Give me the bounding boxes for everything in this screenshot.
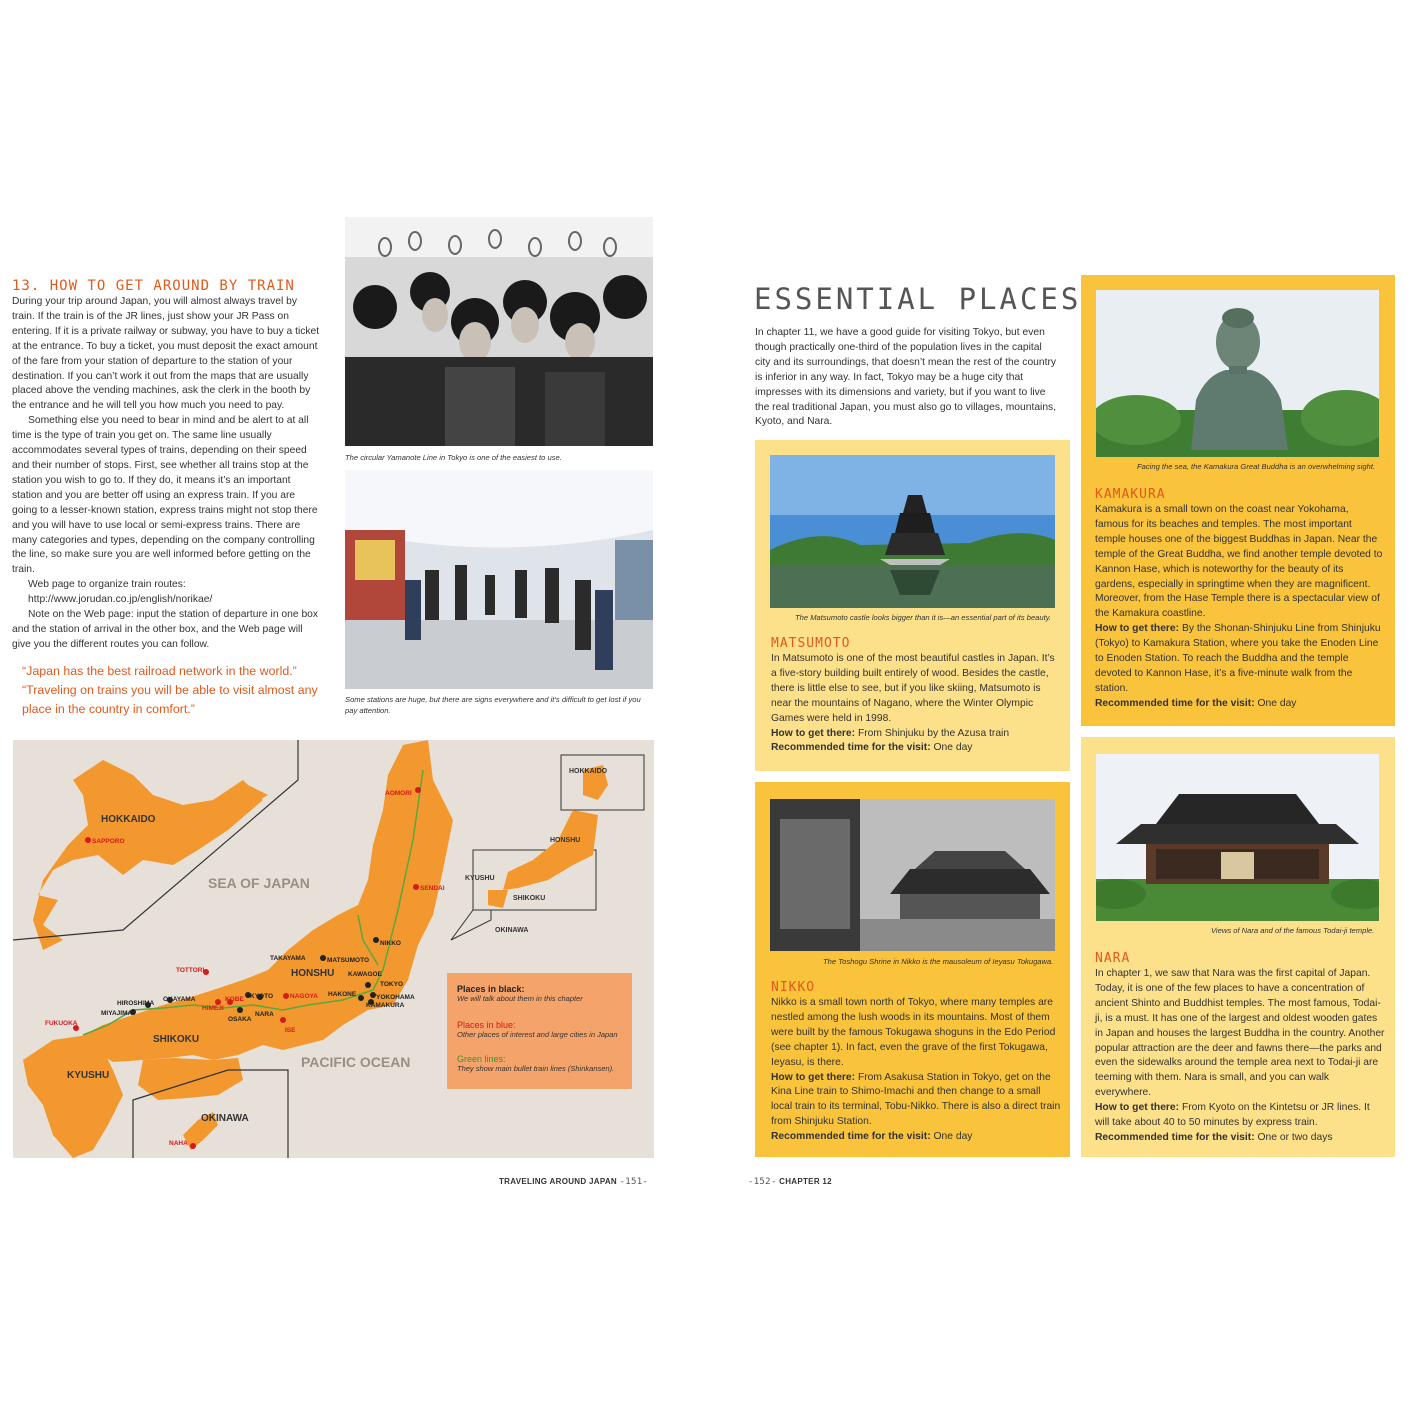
- city-label-red: ISE: [285, 1027, 296, 1034]
- section-heading: 13. HOW TO GET AROUND BY TRAIN: [12, 278, 295, 294]
- region-label-hokkaido: HOKKAIDO: [101, 814, 156, 825]
- city-label: MIYAJIMA: [101, 1010, 133, 1017]
- map-drawing: [13, 740, 654, 1158]
- city-label-red: SAPPORO: [92, 838, 125, 845]
- photo-caption: The circular Yamanote Line in Tokyo is one of the easiest to use.: [345, 453, 562, 462]
- city-label: NARA: [255, 1011, 274, 1018]
- inset-label: OKINAWA: [495, 927, 529, 934]
- section-text: Nikko is a small town north of Tokyo, where many temples are nestled among the lush woods in its mountains. Most of them were built by the famous Tokugawa shoguns in the Edo Period (see chapter 1). In fact, even the grave of the first Tokugawa, Ieyasu, is there.: [771, 997, 1056, 1068]
- section-heading: NARA: [1095, 951, 1131, 966]
- how-text: From Asakusa Station in Tokyo, get on the Kina Line train to Shimo-Imachi and then change to a small local train to its terminal, Tobu-Nikko. There is also a direct train from Shinjuku Station.: [771, 1071, 1061, 1128]
- region-label-shikoku: SHIKOKU: [153, 1034, 200, 1045]
- paragraph: Something else you need to bear in mind and be alert to at all time is the type of train you get on. The same line usually accommodates several types of trains, depending on their speed and their number of stops. First, see whether all trains stop at the station you wish to go to. If they do, it means it’s an important station and you are better off using an express train. If you are going to a lesser-known station, express trains might not stop there and you will have to use local or semi-express trains. There are many categories and types, depending on the company controlling the line, so make sure you are well informed before getting on the train.: [12, 415, 318, 576]
- footer-label: TRAVELING AROUND JAPAN: [499, 1177, 618, 1186]
- sea-label: SEA OF JAPAN: [208, 875, 310, 891]
- rec-text: One day: [933, 1131, 973, 1143]
- rec-text: One day: [933, 742, 973, 754]
- legend-desc: Other places of interest and large cities in Japan: [457, 1030, 618, 1039]
- section-heading: MATSUMOTO: [771, 636, 851, 651]
- legend-desc: We will talk about them in this chapter: [457, 994, 583, 1003]
- how-text: From Shinjuku by the Azusa train: [857, 727, 1010, 739]
- inset-label: HONSHU: [550, 837, 581, 844]
- left-footer: [499, 1177, 648, 1187]
- photo-caption: The Matsumoto castle looks bigger than it is—an essential part of its beauty.: [795, 613, 1052, 622]
- city-label: YOKOHAMA: [376, 994, 415, 1001]
- station-photo: [345, 470, 653, 689]
- city-label: KYOTO: [250, 993, 273, 1000]
- legend-title: Places in blue:: [457, 1020, 516, 1030]
- section-body: [1095, 967, 1385, 1146]
- how-label: How to get there:: [1095, 1102, 1180, 1114]
- map-legend: [447, 973, 632, 1089]
- city-label: KAMAKURA: [366, 1002, 405, 1009]
- paragraph: Note on the Web page: input the station of departure in one box and the station of arrival in the other box, and the Web page will give you the different routes you can follow.: [12, 609, 319, 650]
- how-label: How to get there:: [771, 727, 856, 739]
- paragraph: During your trip around Japan, you will almost always travel by train. If the train is of the JR lines, just show your JR Pass on entering. If it is a private railway or subway, you have to buy a ticket at the entrance. To buy a ticket, you must deposit the exact amount of the fare from your station of departure to the station of your destination. If you can’t work it out from the maps that are usually placed above the vending machines, ask the clerk in the booth by the entrance and he will tell you how much you need to pay.: [12, 296, 320, 412]
- city-label: OKAYAMA: [163, 996, 196, 1003]
- city-label-red: AOMORI: [385, 790, 412, 797]
- section-body: [771, 652, 1061, 756]
- how-text: From Kyoto on the Kintetsu or JR lines. It will take about 40 to 50 minutes by express train.: [1095, 1102, 1370, 1129]
- rec-label: Recommended time for the visit:: [771, 1131, 931, 1143]
- pull-quote: [22, 662, 332, 719]
- page-title: ESSENTIAL PLACES: [754, 282, 1082, 316]
- rec-text: One or two days: [1257, 1131, 1333, 1143]
- quote-line: “Japan has the best railroad network in the world.”: [22, 664, 297, 678]
- matsumoto-tile: [755, 440, 1070, 771]
- city-label-red: KOBE: [225, 996, 244, 1003]
- city-label: MATSUMOTO: [327, 957, 370, 964]
- city-label: HAKONE: [328, 991, 357, 998]
- intro-text: In chapter 11, we have a good guide for visiting Tokyo, but even though practically one-third of the population lives in the capital city and its surroundings, that doesn’t mean the rest of the country is inferior in any way. In fact, Tokyo may be a huge city that impresses with its dimensions and variety, but if you want to live the real traditional Japan, you must also go to villages, mountains, Kyoto, and Nara.: [755, 327, 1057, 428]
- page-number: -151-: [619, 1177, 649, 1187]
- japan-rail-map: [13, 740, 654, 1158]
- region-label-kyushu: KYUSHU: [67, 1070, 110, 1081]
- city-label: HIROSHIMA: [117, 1000, 155, 1007]
- sea-label: PACIFIC OCEAN: [301, 1054, 411, 1070]
- city-label-red: FUKUOKA: [45, 1020, 78, 1027]
- city-label: OSAKA: [228, 1016, 252, 1023]
- nara-tile: [1081, 737, 1395, 1157]
- section-body: [771, 996, 1061, 1145]
- city-label-red: NAHA: [169, 1140, 188, 1147]
- photo-caption: Views of Nara and of the famous Todai-ji temple.: [1211, 926, 1375, 935]
- rec-label: Recommended time for the visit:: [1095, 1131, 1255, 1143]
- inset-label: KYUSHU: [465, 875, 495, 882]
- nikko-shrine-photo: [770, 799, 1055, 951]
- rec-text: One day: [1257, 697, 1297, 709]
- city-label-red: NAGOYA: [290, 993, 318, 1000]
- footer-label: CHAPTER 12: [779, 1177, 832, 1186]
- quote-line: “Traveling on trains you will be able to visit almost any place in the country in comfort.”: [22, 683, 318, 716]
- how-label: How to get there:: [1095, 623, 1180, 635]
- kamakura-tile: [1081, 275, 1395, 726]
- city-label: NIKKO: [380, 940, 401, 947]
- page-number: -152-: [748, 1177, 777, 1187]
- photo-caption: Facing the sea, the Kamakura Great Buddha is an overwhelming sight.: [1137, 462, 1376, 471]
- city-label: TAKAYAMA: [270, 955, 306, 962]
- legend-title: Places in black:: [457, 984, 525, 994]
- legend-title: Green lines:: [457, 1054, 506, 1064]
- section-text: Kamakura is a small town on the coast near Yokohama, famous for its beaches and temples. The most important temple houses one of the biggest Buddhas in Japan. Near the temple of the Great Buddha, we find another temple devoted to Kannon Hase, which is noteworthy for the beauty of its gardens, especially in springtime when they are magnificent. Moreover, from the Hase Temple there is a spectacular view of the Kamakura coastline.: [1095, 504, 1383, 620]
- nikko-tile: [755, 782, 1070, 1157]
- city-label-red: TOTTORI: [176, 967, 205, 974]
- section-heading: KAMAKURA: [1095, 487, 1166, 502]
- city-label-red: SENDAI: [420, 885, 445, 892]
- how-label: How to get there:: [771, 1071, 856, 1083]
- legend-desc: They show main bullet train lines (Shinkansen).: [457, 1064, 615, 1073]
- region-label-okinawa: OKINAWA: [201, 1113, 249, 1124]
- photo-caption: The Toshogu Shrine in Nikko is the mausoleum of Ieyasu Tokugawa.: [823, 957, 1054, 966]
- train-body-text: [12, 295, 320, 653]
- rec-label: Recommended time for the visit:: [771, 742, 931, 754]
- right-footer: [748, 1177, 832, 1187]
- city-label: TOKYO: [380, 981, 403, 988]
- section-text: In chapter 1, we saw that Nara was the first capital of Japan. Today, it is one of the few places to have a concentration of ancient Shinto and Buddhist temples. The most famous, Todai-ji, is a must. It has one of the largest and oldest wooden gates in Japan and houses the largest Buddha in the country. Another popular attraction are the deer and fawns there—the parks and even the sidewalks around the temple area next to Todai-ji are teeming with them. Nara is small, and you can walk everywhere.: [1095, 968, 1385, 1099]
- how-text: By the Shonan-Shinjuku Line from Shinjuku (Tokyo) to Kamakura Station, where you take the Enoden Line to Enoden Station. To reach the Buddha and the temple devoted to Kannon Hase, it’s a five-minute walk from the station.: [1095, 623, 1381, 694]
- paragraph: Web page to organize train routes:: [28, 579, 186, 591]
- rec-label: Recommended time for the visit:: [1095, 697, 1255, 709]
- todaiji-photo: [1096, 754, 1379, 921]
- city-label-red: HIMEJI: [202, 1005, 224, 1012]
- section-text: In Matsumoto is one of the most beautiful castles in Japan. It’s a five-story building built entirely of wood. Besides the castle, there is little else to see, but if you like skiing, Matsumoto is near the mountains of Nagano, where the Winter Olympic Games were held in 1998.: [771, 653, 1055, 724]
- inset-label: HOKKAIDO: [569, 768, 608, 775]
- train-crowd-photo: [345, 217, 653, 446]
- city-label: KAWAGOE: [348, 971, 382, 978]
- region-label-honshu: HONSHU: [291, 968, 335, 979]
- section-body: [1095, 503, 1385, 712]
- great-buddha-photo: [1096, 290, 1379, 457]
- inset-label: SHIKOKU: [513, 895, 546, 902]
- matsumoto-castle-photo: [770, 455, 1055, 608]
- url-text: http://www.jorudan.co.jp/english/norikae/: [28, 594, 213, 606]
- photo-caption: Some stations are huge, but there are signs everywhere and it’s difficult to get lost if you pay attention.: [345, 695, 641, 715]
- section-heading: NIKKO: [771, 980, 816, 995]
